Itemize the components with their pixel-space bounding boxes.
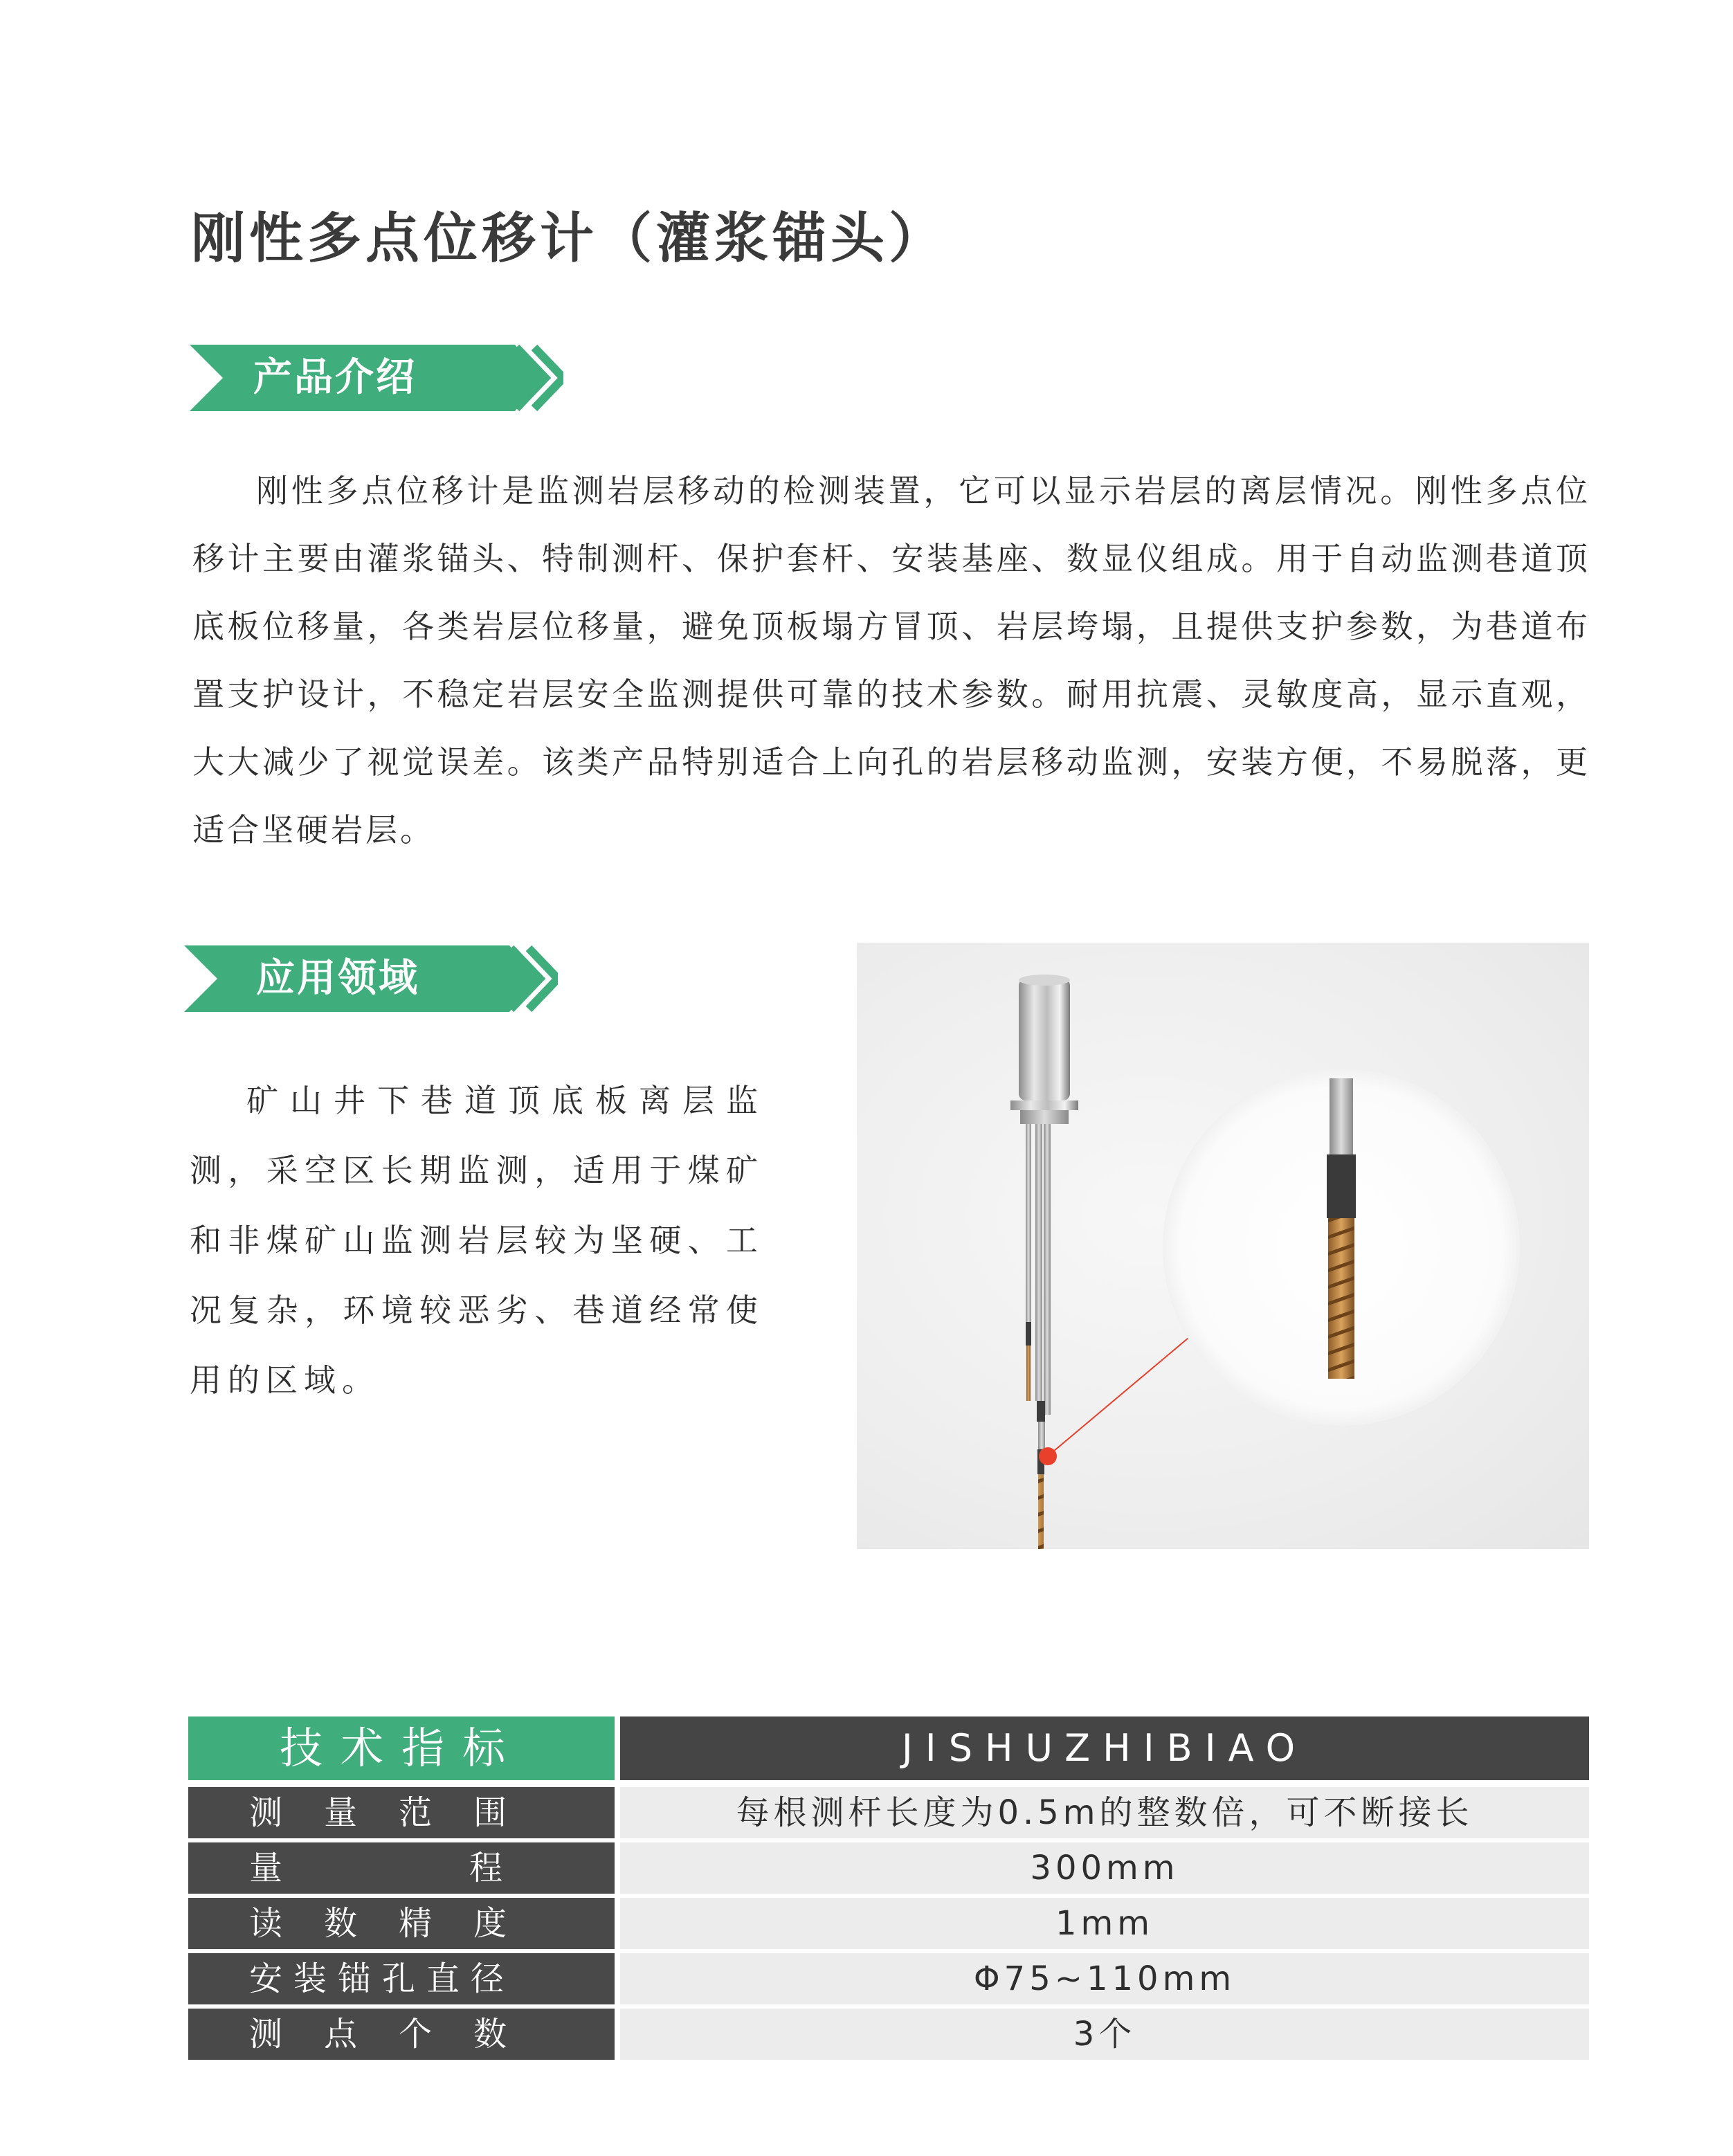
spec-row-value-hole-diameter: Φ75~110mm: [620, 1953, 1589, 2004]
rod-short-sleeve: [1026, 1322, 1031, 1346]
rod-short: [1026, 1124, 1031, 1346]
rod-middle: [1035, 1124, 1042, 1401]
section-banner-intro: [190, 345, 563, 414]
section-banner-application: [184, 945, 558, 1015]
callout-line: [1049, 1320, 1210, 1455]
callout-marker: [1039, 1447, 1057, 1465]
rod-sleeve: [1037, 1401, 1045, 1422]
product-photo: [857, 943, 1589, 1549]
spec-row-value-range: 每根测杆长度为0.5m的整数倍，可不断接长: [620, 1787, 1589, 1838]
spec-row-value-precision: 1mm: [620, 1898, 1589, 1949]
spec-row-label-range: 测 量 范 围: [188, 1787, 615, 1838]
spec-row-label-span: 量 程: [188, 1842, 615, 1894]
rod-long-anchor: [1038, 1474, 1044, 1549]
spec-row-value-point-count: 3个: [620, 2009, 1589, 2060]
zoom-rod: [1330, 1078, 1353, 1161]
rod-short-anchor: [1026, 1346, 1031, 1401]
spec-row-label-point-count: 测 点 个 数: [188, 2009, 615, 2060]
application-paragraph: 矿山井下巷道顶底板离层监测，采空区长期监测，适用于煤矿和非煤矿山监测岩层较为坚硬、工况复杂，环境较恶劣、巷道经常使用的区域。: [190, 1082, 764, 1399]
page-title: 刚性多点位移计（灌浆锚头）: [191, 208, 947, 270]
spec-header-pinyin: JISHUZHIBIAO: [620, 1716, 1589, 1780]
spec-header-title: 技术指标: [188, 1716, 615, 1780]
displacement-meter-illustration: [857, 943, 1589, 1549]
rod-long: [1044, 1124, 1051, 1415]
intro-paragraph: 刚性多点位移计是监测岩层移动的检测装置，它可以显示岩层的离层情况。刚性多点位移计主要由灌浆锚头、特制测杆、保护套杆、安装基座、数显仪组成。用于自动监测巷道顶底板位移量，各类岩层位移量，避免顶板塌方冒顶、岩层垮塌，且提供支护参数，为巷道布置支护设计，不稳定岩层安全监测提供可靠的技术参数。耐用抗震、灵敏度高，显示直观，大大减少了视觉误差。该类产品特别适合上向孔的岩层移动监测，安装方便，不易脱落，更适合坚硬岩层。: [192, 472, 1590, 849]
section-heading-intro: 产品介绍: [253, 355, 417, 400]
spec-row-label-precision: 读 数 精 度: [188, 1898, 615, 1949]
meter-head: [1010, 975, 1078, 1124]
zoom-sleeve: [1327, 1154, 1356, 1218]
zoom-anchor-thread: [1328, 1218, 1354, 1379]
spec-row-value-span: 300mm: [620, 1842, 1589, 1894]
section-heading-application: 应用领域: [256, 956, 419, 1001]
spec-row-label-hole-diameter: 安 装 锚 孔 直 径: [188, 1953, 615, 2004]
